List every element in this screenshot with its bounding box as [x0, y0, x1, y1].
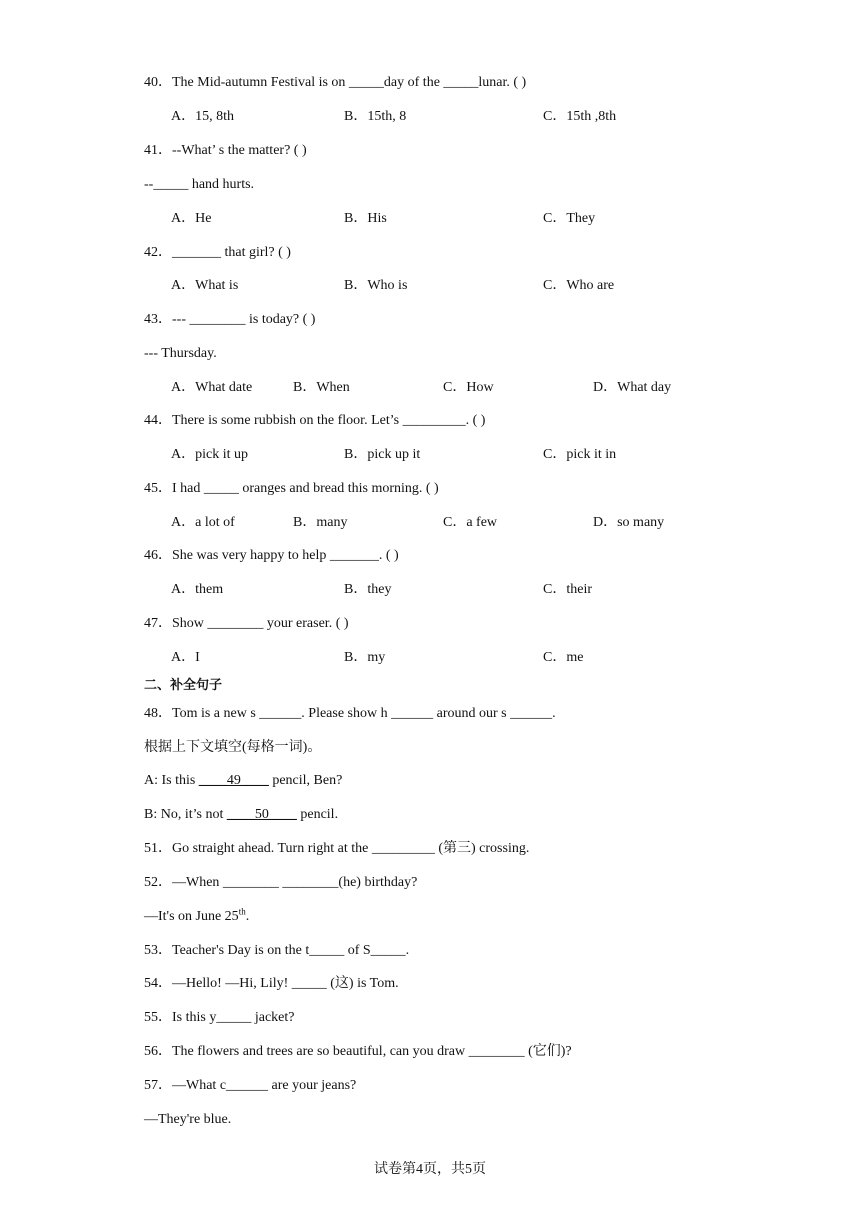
dialogue-b-prefix: B: No, it’s not — [144, 807, 227, 822]
question-45-option-a: A．a lot of — [171, 515, 235, 530]
question-41-option-b: B．His — [344, 211, 387, 226]
question-45-option-c: C．a few — [443, 515, 498, 530]
question-42-option-c: C．Who are — [543, 278, 615, 293]
question-47-option-c: C．me — [543, 650, 584, 665]
question-43-dialogue: --- Thursday. — [144, 346, 217, 361]
question-44-stem: 44．There is some rubbish on the floor. Let’s _________. ( ) — [144, 413, 486, 428]
question-51: 51．Go straight ahead. Turn right at the _________ (第三) crossing. — [144, 841, 530, 856]
question-46-option-a: A．them — [171, 582, 224, 597]
question-40-option-a: A．15, 8th — [171, 109, 234, 124]
question-45-option-b: B．many — [293, 515, 348, 530]
question-42-stem: 42．_______ that girl? ( ) — [144, 245, 291, 260]
question-40-stem: 40．The Mid-autumn Festival is on _____day of the _____lunar. ( ) — [144, 75, 527, 90]
question-41-option-c: C．They — [543, 211, 596, 226]
dialogue-line-b — [144, 806, 338, 824]
question-44-option-c: C．pick it in — [543, 447, 617, 462]
dialogue-a-prefix: A: Is this — [144, 773, 199, 788]
blank-50: ____50____ — [226, 807, 297, 822]
question-57: 57．—What c______ are your jeans? — [144, 1078, 357, 1093]
question-45-stem: 45．I had _____ oranges and bread this morning. ( ) — [144, 481, 439, 496]
question-43-option-d: D．What day — [593, 380, 672, 395]
question-46-stem: 46．She was very happy to help _______. ( ) — [144, 548, 399, 563]
question-47-option-b: B．my — [344, 650, 386, 665]
question-42-option-b: B．Who is — [344, 278, 408, 293]
ordinal-suffix: th — [238, 906, 246, 917]
question-41-dialogue: --_____ hand hurts. — [144, 177, 255, 192]
question-55: 55．Is this y_____ jacket? — [144, 1010, 295, 1025]
question-44-option-a: A．pick it up — [171, 447, 248, 462]
question-47-option-a: A．I — [171, 650, 200, 665]
dialogue-b-suffix: pencil. — [296, 807, 339, 822]
fill-in-instruction: 根据上下文填空(每格一词)。 — [144, 740, 322, 755]
question-43-option-c: C．How — [443, 380, 494, 395]
question-45-option-d: D．so many — [593, 515, 665, 530]
section-title: 二、补全句子 — [144, 678, 223, 693]
question-40-option-b: B．15th, 8 — [344, 109, 407, 124]
question-46-option-b: B．they — [344, 582, 392, 597]
answer-52-period: . — [245, 909, 250, 924]
answer-52-text: —It's on June 25 — [144, 909, 239, 924]
question-41-option-a: A．He — [171, 211, 212, 226]
question-41-stem: 41．--What’ s the matter? ( ) — [144, 143, 307, 158]
dialogue-line-a — [144, 772, 342, 790]
question-46-option-c: C．their — [543, 582, 592, 597]
question-53: 53．Teacher's Day is on the t_____ of S_____. — [144, 943, 410, 958]
question-52: 52．—When ________ ________(he) birthday? — [144, 875, 418, 890]
question-43-option-a: A．What date — [171, 380, 253, 395]
question-44-option-b: B．pick up it — [344, 447, 421, 462]
question-48: 48．Tom is a new s ______. Please show h ______ around our s ______. — [144, 706, 556, 721]
blank-49: ____49____ — [198, 773, 269, 788]
page-footer: 试卷第4页，共5页 — [374, 1162, 486, 1177]
question-54: 54．—Hello! —Hi, Lily! _____ (这) is Tom. — [144, 976, 399, 991]
question-52-answer — [144, 908, 249, 926]
question-47-stem: 47．Show ________ your eraser. ( ) — [144, 616, 349, 631]
question-57-answer: —They're blue. — [144, 1112, 232, 1127]
question-43-option-b: B．When — [293, 380, 350, 395]
question-56: 56．The flowers and trees are so beautiful, can you draw ________ (它们)? — [144, 1044, 572, 1059]
question-42-option-a: A．What is — [171, 278, 239, 293]
dialogue-a-suffix: pencil, Ben? — [268, 773, 343, 788]
question-43-stem: 43．--- ________ is today? ( ) — [144, 312, 316, 327]
question-40-option-c: C．15th ,8th — [543, 109, 617, 124]
